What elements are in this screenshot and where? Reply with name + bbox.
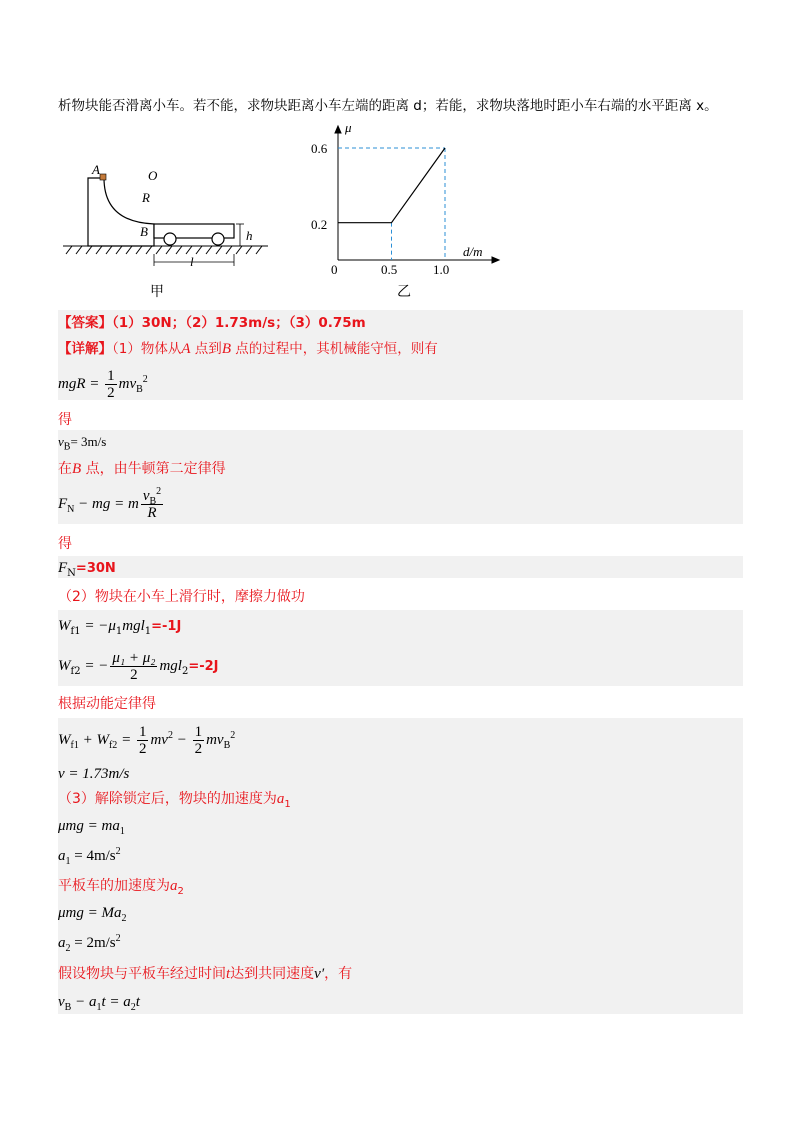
equation-13: $v_B - a_1t = a_2t$ (58, 994, 140, 1013)
ground-hatch (63, 246, 268, 254)
de-2: 得 (58, 536, 72, 552)
label-l: l (190, 254, 194, 269)
p5-line: 平板车的加速度为$a_2$ (58, 878, 184, 897)
at-b-line: 在B 点，由牛顿第二定律得 (58, 461, 226, 477)
equation-5: $W_{f1} = -\mu_1mgl_1=-1J$ (58, 618, 182, 637)
label-O: O (148, 168, 158, 183)
label-A: A (92, 162, 100, 177)
guide-lines (338, 148, 445, 260)
equation-12: $a_2 = 2m/s^2$ (58, 933, 121, 954)
p3-line: 根据动能定律得 (58, 696, 156, 712)
answer-text: （1）30N；（2）1.73m/s；（3）0.75m (112, 315, 366, 331)
x-tick-05: 0.5 (381, 262, 398, 277)
caption-yi: 乙 (397, 284, 411, 300)
label-R: R (142, 190, 150, 205)
intro-text: 析物块能否滑离小车。若不能，求物块距离小车左端的距离 d；若能，求物块落地时距小车右端的水平距离 x。 (58, 98, 718, 114)
box-eq4 (58, 556, 743, 578)
block (100, 174, 106, 180)
l-dimension (154, 254, 234, 266)
equation-3: $F_N$ − mg = m $\frac{v_B^2}{R}$ (58, 486, 162, 522)
cart-wheel-left (164, 233, 176, 245)
origin-label: 0 (331, 262, 338, 277)
equation-6: $W_{f2}$ = − $\frac{\text{μ₁ + μ₂}}{2}$ mgl$_2$=-2J (58, 649, 219, 683)
equation-8: v = 1.73m/s (58, 766, 130, 782)
y-tick-06: 0.6 (311, 141, 328, 156)
equation-2: $v_B= 3m/s$ (58, 434, 107, 453)
answer-line (58, 313, 366, 333)
label-h: h (246, 228, 253, 243)
equation-7: $W_{f1} + W_{f2}$ = $\frac{1}{2}$ $mv^2$ − $\frac{1}{2}$ $mv_B^2$ (58, 724, 236, 758)
figure-yi (305, 120, 510, 300)
caption-jia: 甲 (150, 284, 164, 300)
y-tick-02: 0.2 (311, 217, 328, 232)
y-axis-label: μ (345, 120, 352, 135)
p2-line: （2）物块在小车上滑行时，摩擦力做功 (58, 589, 305, 605)
p4-line: （3）解除锁定后，物块的加速度为$a_1$ (58, 791, 291, 810)
equation-9: $\mu mg = ma_1$ (58, 818, 125, 837)
cart-wheel-right (212, 233, 224, 245)
equation-4: $F_N=30N$ (58, 560, 116, 579)
x-axis-label: d/m (463, 244, 483, 259)
series-line (338, 148, 445, 223)
detail-line: 【详解】（1）物体从A 点到B 点的过程中，其机械能守恒，则有 (58, 341, 438, 357)
x-tick-10: 1.0 (433, 262, 450, 277)
equation-1: mgR = $\frac{1}{2}$ $mv_B^2$ (58, 368, 148, 401)
h-dimension (236, 224, 244, 246)
p6-line: 假设物块与平板车经过时间t达到共同速度v′，有 (58, 966, 353, 982)
answer-tag: 【答案】 (58, 315, 112, 331)
figure-jia (58, 150, 278, 300)
y-axis (335, 126, 341, 260)
label-B: B (140, 224, 148, 239)
detail-tag: 【详解】 (58, 341, 112, 357)
de-1: 得 (58, 412, 72, 428)
equation-10: $a_1 = 4m/s^2$ (58, 846, 121, 867)
equation-11: $\mu mg = Ma_2$ (58, 905, 127, 924)
